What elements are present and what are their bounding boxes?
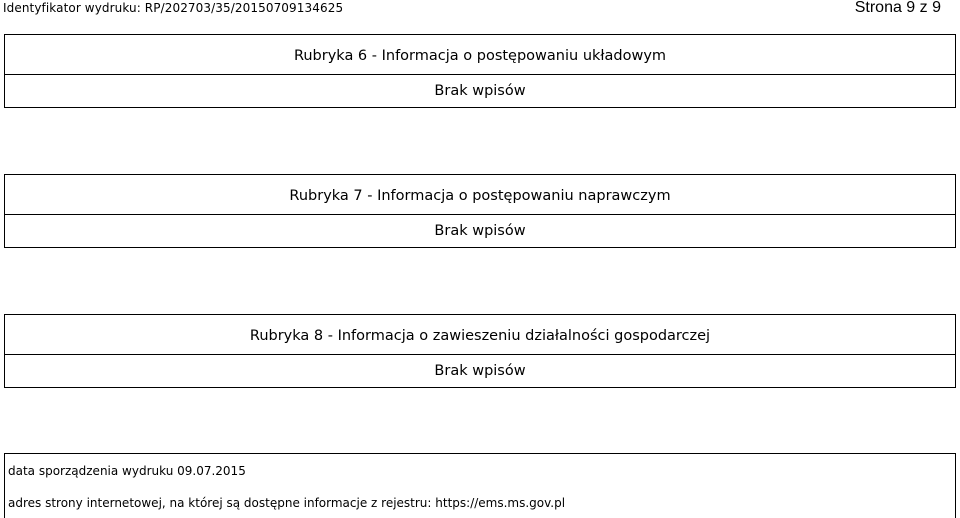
section-rubryka-7 (4, 174, 956, 248)
print-identifier: Identyfikator wydruku: RP/202703/35/20150709134625 (3, 1, 344, 15)
section-title: Rubryka 6 - Informacja o postępowaniu układowym (5, 35, 955, 75)
page-header (3, 0, 957, 18)
registry-address: adres strony internetowej, na której są dostępne informacje z rejestru: https://ems.ms.gov.pl (8, 496, 566, 510)
section-body: Brak wpisów (434, 83, 526, 99)
section-body: Brak wpisów (434, 363, 526, 379)
print-footer (4, 453, 956, 518)
print-date: data sporządzenia wydruku 09.07.2015 (8, 464, 246, 478)
section-title: Rubryka 8 - Informacja o zawieszeniu działalności gospodarczej (5, 315, 955, 355)
page-number: Strona 9 z 9 (854, 0, 941, 16)
section-body: Brak wpisów (434, 223, 526, 239)
section-title: Rubryka 7 - Informacja o postępowaniu naprawczym (5, 175, 955, 215)
section-rubryka-6 (4, 34, 956, 108)
section-rubryka-8 (4, 314, 956, 388)
